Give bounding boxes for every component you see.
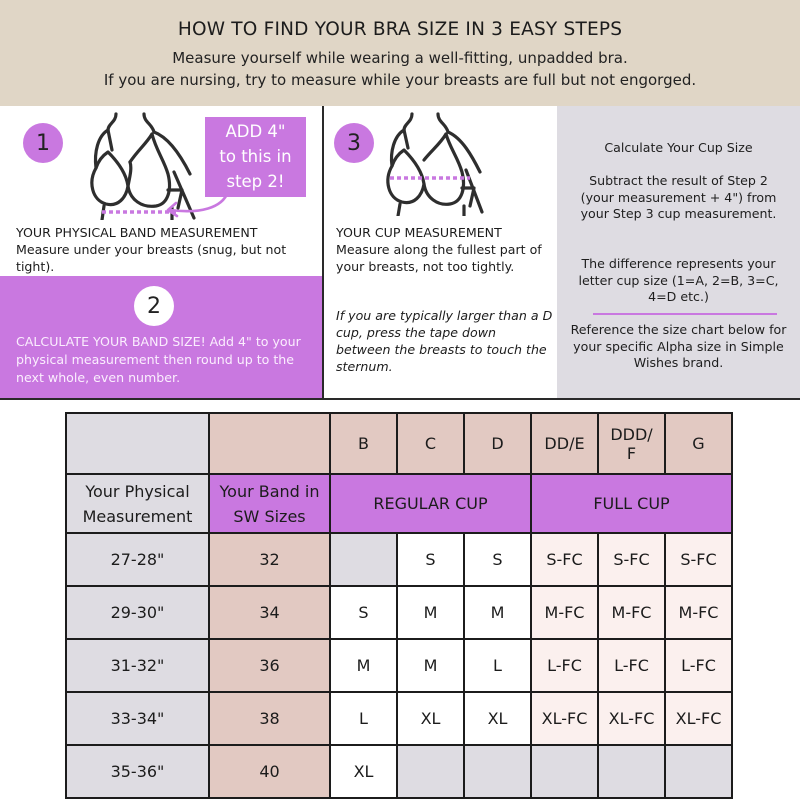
bra-cup-illustration-icon xyxy=(384,112,484,216)
horizontal-divider xyxy=(0,398,800,400)
size-row xyxy=(66,639,732,692)
blank-header-cell xyxy=(209,413,330,474)
size-cell: L xyxy=(330,692,397,745)
step1-number-badge: 1 xyxy=(23,123,63,163)
cup-letter-header: G xyxy=(665,413,732,474)
size-cell: XL-FC xyxy=(598,692,665,745)
size-cell: XL xyxy=(330,745,397,798)
cup-letter-header: D xyxy=(464,413,531,474)
cup-letter-header: B xyxy=(330,413,397,474)
band-size-header: Your Band in SW Sizes xyxy=(209,474,330,533)
band-size-cell: 32 xyxy=(209,533,330,586)
header-subtitle-1: Measure yourself while wearing a well-fitting, unpadded bra. xyxy=(172,49,628,67)
band-size-cell: 36 xyxy=(209,639,330,692)
size-cell: M-FC xyxy=(665,586,732,639)
size-cell: L-FC xyxy=(598,639,665,692)
page-title: HOW TO FIND YOUR BRA SIZE IN 3 EASY STEPS xyxy=(177,19,623,40)
physical-measurement-cell: 35-36" xyxy=(66,745,209,798)
cup-calc-para-3: Reference the size chart below for your specific Alpha size in Simple Wishes brand. xyxy=(570,322,787,370)
step2-text: CALCULATE YOUR BAND SIZE! Add 4" to your physical measurement then round up to the next whole, even number. xyxy=(16,334,301,385)
size-row xyxy=(66,692,732,745)
header-banner xyxy=(0,0,800,106)
size-cell: M xyxy=(397,586,464,639)
header-subtitle-2: If you are nursing, try to measure while your breasts are full but not engorged. xyxy=(103,71,697,89)
band-size-cell: 34 xyxy=(209,586,330,639)
empty-size-cell xyxy=(330,533,397,586)
size-cell: S xyxy=(464,533,531,586)
purple-divider xyxy=(593,313,777,315)
size-cell: M xyxy=(330,639,397,692)
empty-size-cell xyxy=(665,745,732,798)
cup-letter-header: C xyxy=(397,413,464,474)
size-cell: L-FC xyxy=(531,639,598,692)
cup-calc-para-2: The difference represents your letter cup size (1=A, 2=B, 3=C, 4=D etc.) xyxy=(578,256,779,304)
size-cell: XL xyxy=(397,692,464,745)
size-chart-table xyxy=(65,412,733,799)
cup-letter-row xyxy=(66,413,732,474)
step3-note: If you are typically larger than a D cup, press the tape down between the breasts to touch the sternum. xyxy=(336,308,553,374)
step1-heading: YOUR PHYSICAL BAND MEASUREMENT xyxy=(16,225,258,240)
size-cell: M-FC xyxy=(598,586,665,639)
step1-text: Measure under your breasts (snug, but not tight). xyxy=(16,242,287,274)
regular-cup-header: REGULAR CUP xyxy=(330,474,531,533)
size-cell: S xyxy=(330,586,397,639)
blank-header-cell xyxy=(66,413,209,474)
cup-calc-para-1: Subtract the result of Step 2 (your measurement + 4") from your Step 3 cup measurement. xyxy=(580,173,777,221)
size-cell: M xyxy=(464,586,531,639)
full-cup-header: FULL CUP xyxy=(531,474,732,533)
callout-line-3: step 2! xyxy=(226,172,285,191)
size-cell: L-FC xyxy=(665,639,732,692)
step2-number-badge: 2 xyxy=(134,286,174,326)
physical-measurement-cell: 27-28" xyxy=(66,533,209,586)
step3-number-badge: 3 xyxy=(334,123,374,163)
size-cell: L xyxy=(464,639,531,692)
step3-heading: YOUR CUP MEASUREMENT xyxy=(336,225,502,240)
empty-size-cell xyxy=(464,745,531,798)
empty-size-cell xyxy=(397,745,464,798)
size-cell: M-FC xyxy=(531,586,598,639)
band-size-cell: 40 xyxy=(209,745,330,798)
band-size-cell: 38 xyxy=(209,692,330,745)
callout-line-2: to this in xyxy=(219,147,292,166)
size-cell: S xyxy=(397,533,464,586)
size-cell: XL-FC xyxy=(531,692,598,745)
cup-calc-title: Calculate Your Cup Size xyxy=(604,140,753,155)
size-cell: XL xyxy=(464,692,531,745)
cup-letter-header: DD/E xyxy=(531,413,598,474)
cup-letter-header: DDD/ F xyxy=(598,413,665,474)
size-cell: S-FC xyxy=(598,533,665,586)
size-cell: XL-FC xyxy=(665,692,732,745)
callout-line-1: ADD 4" xyxy=(225,122,286,141)
size-row xyxy=(66,586,732,639)
step3-text: Measure along the fullest part of your breasts, not too tightly. xyxy=(336,242,542,274)
size-row xyxy=(66,533,732,586)
physical-measurement-cell: 31-32" xyxy=(66,639,209,692)
add-4-inches-callout xyxy=(205,117,306,197)
physical-measurement-cell: 33-34" xyxy=(66,692,209,745)
empty-size-cell xyxy=(598,745,665,798)
physical-measurement-cell: 29-30" xyxy=(66,586,209,639)
physical-measurement-header: Your Physical Measurement xyxy=(66,474,209,533)
column-group-row xyxy=(66,474,732,533)
size-cell: S-FC xyxy=(531,533,598,586)
size-row xyxy=(66,745,732,798)
size-cell: M xyxy=(397,639,464,692)
empty-size-cell xyxy=(531,745,598,798)
size-cell: S-FC xyxy=(665,533,732,586)
